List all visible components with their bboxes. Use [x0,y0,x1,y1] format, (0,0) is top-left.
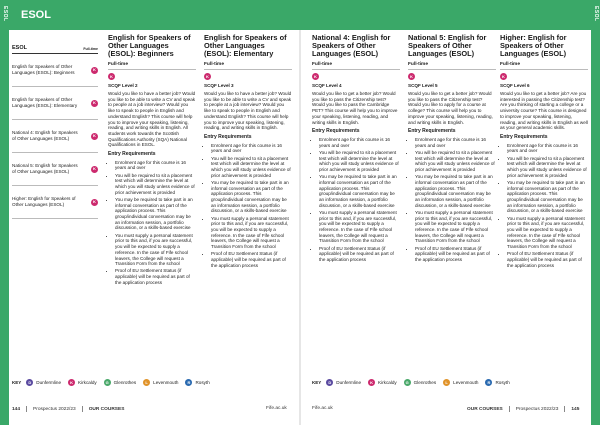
list-item: • Enrolment age for this course is 16 years and over [211,143,292,154]
list-item: • Proof of EU Settlement Status (if applicable) will be required as part of the application process [415,246,496,263]
list-item: • You will be required to sit a placement test which will determine the level at which you will study unless evidence of prior achievement is provided [211,156,292,179]
key-label: KEY [12,379,22,385]
list-item: • Enrolment age for this course is 16 years and over [415,137,496,148]
course-title: Higher: English for Speakers of Other Languages (ESOL) [500,33,567,59]
header-bar [9,0,591,30]
divider [509,406,510,412]
course-mode: Full-time [108,62,196,71]
scqf-level: SCQF Level 5 [408,83,438,89]
course-index-mode: Full-time [83,47,98,51]
kirkcaldy-badge-icon: K [68,379,75,386]
course-index-header [12,45,98,54]
list-item: • Proof of EU Settlement Status (if applicable) will be required as part of the application process [507,251,588,268]
footer-url-left[interactable] [266,406,287,411]
kirkcaldy-badge-icon: K [91,133,98,140]
scqf-level: SCQF Level 6 [500,83,530,89]
course-title: National 5: English for Speakers of Other Languages (ESOL) [408,33,487,59]
footer-section: OUR COURSES [467,406,503,412]
entry-requirements-list [408,137,496,263]
key-campus-name: Levenmouth [453,379,479,385]
course-mode: Full-time [500,62,588,71]
list-item: • Proof of EU Settlement Status (if applicable) will be required as part of the application process [319,246,400,263]
entry-requirements-heading: Entry Requirements [204,133,252,140]
course-description: Would you like to have a better job? Would you like to be able to write a CV and speak to people at a job interview? Would you like to speak to people in English and understand English? This course will help you to improve your speaking, listening, reading, and writing skills in English. All students work towards the Scottish Qualifications Authority (SQA) National Qualifications in ESOL. [108,91,196,148]
page-gutter [299,30,301,425]
list-item: • Enrolment age for this course is 16 years and over [115,160,196,171]
levenmouth-badge-icon: L [143,379,150,386]
list-item: • You will be required to sit a placement test which will determine the level at which you will study unless evidence of prior achievement is provided [415,150,496,173]
entry-requirements-list [108,160,196,286]
key-campus-name: Kirkcaldy [378,379,397,385]
list-item: • You may be required to take part in an informal conversation as part of the application process. This group/individual conversation may be an information session, a portfolio discussion, or a skills-based exercise [115,197,196,231]
campus-key-right [312,376,514,388]
kirkcaldy-badge-icon: K [91,67,98,74]
kirkcaldy-badge-icon: K [500,73,507,80]
list-item: • You will be required to sit a placement test which will determine the level at which you will study unless evidence of prior achievement is provided [115,173,196,196]
footer-url[interactable]: Fife.ac.uk [312,406,333,411]
page-number: 145 [571,406,580,412]
entry-requirements-heading: Entry Requirements [312,128,360,135]
kirkcaldy-badge-icon: K [312,73,319,80]
footer-prospectus: Prospectus 2022/23 [515,406,559,412]
dunfermline-badge-icon: D [326,379,333,386]
course-column-higher [500,34,588,270]
divider [564,406,565,412]
key-label: KEY [312,379,322,385]
course-description: Would you like to get a better job? Would you like to pass the Citizenship test? Would you like to pass the Cambridge PET? This course will help you to improve your speaking, listening, reading, and writing skills in English. [312,91,398,125]
course-column-beginners [108,34,196,287]
footer-url-right[interactable] [312,406,333,411]
kirkcaldy-badge-icon: K [368,379,375,386]
list-item: • You may be required to take part in an informal conversation as part of the application process. This group/individual conversation may be an information session, a portfolio discussion, or a skills-based exercise [319,174,400,208]
dunfermline-badge-icon: D [26,379,33,386]
list-item: • You must supply a personal statement prior to this and, if you are successful, you will be expected to supply a reference. In the case of Fife school leavers, the College will request a Transition Form from the school [507,216,588,250]
glenrothes-badge-icon: G [405,379,409,385]
left-spine [0,0,9,425]
scqf-level: SCQF Level 3 [204,83,234,89]
course-mode: Full-time [204,62,292,71]
list-item: • Proof of EU Settlement Status (if applicable) will be required as part of the application process [211,251,292,268]
right-spine [591,0,600,425]
list-item: • You must supply a personal statement prior to this and, if you are successful, you will be expected to supply a reference. In the case of Fife school leavers, the College will request a Transition Form from the school [211,216,292,250]
index-item-beginners[interactable] [12,54,98,87]
entry-requirements-heading: Entry Requirements [500,133,548,140]
list-item: • Proof of EU Settlement Status (if applicable) will be required as part of the application process [115,268,196,285]
index-item-national-4[interactable] [12,120,98,153]
rosyth-badge-icon: R [185,379,192,386]
course-description: Would you like to have a better job? Would you like to be able to write a CV and speak to people at a job interview? Would you like to speak to people in English and understand English? This course will help you to improve your speaking, listening, reading, and writing skills in English. [204,91,292,131]
index-item-label: National 4: English for Speakers of Other Languages (ESOL) [12,130,78,141]
key-campus-name: Kirkcaldy [78,379,97,385]
course-mode: Full-time [408,62,496,71]
page-number: 144 [12,406,21,412]
list-item: • You must supply a personal statement prior to this and, if you are successful, you will be expected to supply a reference. In the case of Fife school leavers, the College will request a Transition Form from the school [415,210,496,244]
list-item: • You may be required to take part in an informal conversation as part of the application process. This group/individual conversation may be an information session, a portfolio discussion, or a skills-based exercise [415,174,496,208]
index-item-label: Higher: English for Speakers of Other Languages (ESOL) [12,196,76,207]
footer-section: OUR COURSES [88,406,125,412]
key-campus-name: Dunfermline [36,379,62,385]
campus-key-left [12,376,214,388]
list-item: • You must supply a personal statement prior to this and, if you are successful, you will be expected to supply a reference. In the case of Fife school leavers, the College will request a Transition Form from the school [115,233,196,267]
list-item: • You must supply a personal statement prior to this and, if you are successful, you will be expected to supply a reference. In the case of Fife school leavers, the College will request a Transition Form from the school [319,210,400,244]
course-description: Would you like to get a better job? Are you interested in passing the Citizenship test? Are you thinking of starting a college or a university course? This course is designed to improve your speaking, listening, reading, and writing skills in English as well as your general academic skills. [500,91,588,131]
key-campus-name: Dunfermline [336,379,362,385]
list-item: • You will be required to sit a placement test which will determine the level at which you will study unless evidence of prior achievement is provided [507,156,588,179]
kirkcaldy-badge-icon: K [91,100,98,107]
index-item-elementary[interactable] [12,87,98,120]
key-campus-name: Glenrothes [413,379,437,385]
divider [26,406,27,412]
kirkcaldy-badge-icon: K [108,73,115,80]
footer-prospectus: Prospectus 2022/23 [33,406,76,412]
footer-right [467,406,579,412]
scqf-level: SCQF Level 4 [312,83,342,89]
entry-requirements-heading: Entry Requirements [408,128,456,135]
course-index [12,45,98,219]
levenmouth-badge-icon: L [443,379,450,386]
list-item: • You will be required to sit a placement test which will determine the level at which you will study unless evidence of prior achievement is provided [319,150,400,173]
key-campus-name: Rosyth [495,379,510,385]
index-item-label: English for Speakers of Other Languages (ESOL): Elementary [12,97,78,108]
scqf-level: SCQF Level 2 [108,83,138,89]
divider [82,406,83,412]
course-title: National 4: English for Speakers of Other Languages (ESOL) [312,33,391,59]
rosyth-badge-icon: R [485,379,492,386]
index-item-national-5[interactable] [12,153,98,186]
course-title: English for Speakers of Other Languages (ESOL): Beginners [108,33,191,59]
entry-requirements-list [500,143,588,269]
entry-requirements-list [204,143,292,269]
course-title: English for Speakers of Other Languages (ESOL): Elementary [204,33,287,59]
left-spine-label: ESOL [2,6,8,22]
glenrothes-badge-icon: G [105,379,109,385]
key-campus-name: Rosyth [195,379,210,385]
key-campus-name: Glenrothes [113,379,137,385]
footer-url[interactable]: Fife.ac.uk [266,406,287,411]
entry-requirements-heading: Entry Requirements [108,151,156,158]
list-item: • You may be required to take part in an informal conversation as part of the application process. This group/individual conversation may be an information session, a portfolio discussion, or a skills-based exercise [507,180,588,214]
course-column-elementary [204,34,292,270]
course-column-national-5 [408,34,496,264]
index-item-label: English for Speakers of Other Languages (ESOL): Beginners [12,64,75,75]
list-item: • Enrolment age for this course is 16 years and over [507,143,588,154]
right-spine-label: ESOL [593,6,599,22]
index-item-label: National 5: English for Speakers of Other Languages (ESOL) [12,163,78,174]
kirkcaldy-badge-icon: K [91,199,98,206]
entry-requirements-list [312,137,400,263]
page-title: ESOL [21,9,51,21]
course-mode: Full-time [312,62,400,71]
course-column-national-4 [312,34,400,264]
kirkcaldy-badge-icon: K [91,166,98,173]
course-description: Would you like to get a better job? Would you like to pass the Citizenship test? Would you like to apply for a course at college? This course will help you to improve your speaking, listening, reading, and writing skills in English. [408,91,493,125]
index-item-higher[interactable] [12,186,98,219]
key-campus-name: Levenmouth [153,379,179,385]
kirkcaldy-badge-icon: K [408,73,415,80]
footer-left [12,406,124,412]
kirkcaldy-badge-icon: K [204,73,211,80]
course-index-heading: ESOL [12,45,27,51]
list-item: • You may be required to take part in an informal conversation as part of the application process. This group/individual conversation may be an information session, a portfolio discussion, or a skills-based exercise [211,180,292,214]
list-item: • Enrolment age for this course is 16 years and over [319,137,400,148]
